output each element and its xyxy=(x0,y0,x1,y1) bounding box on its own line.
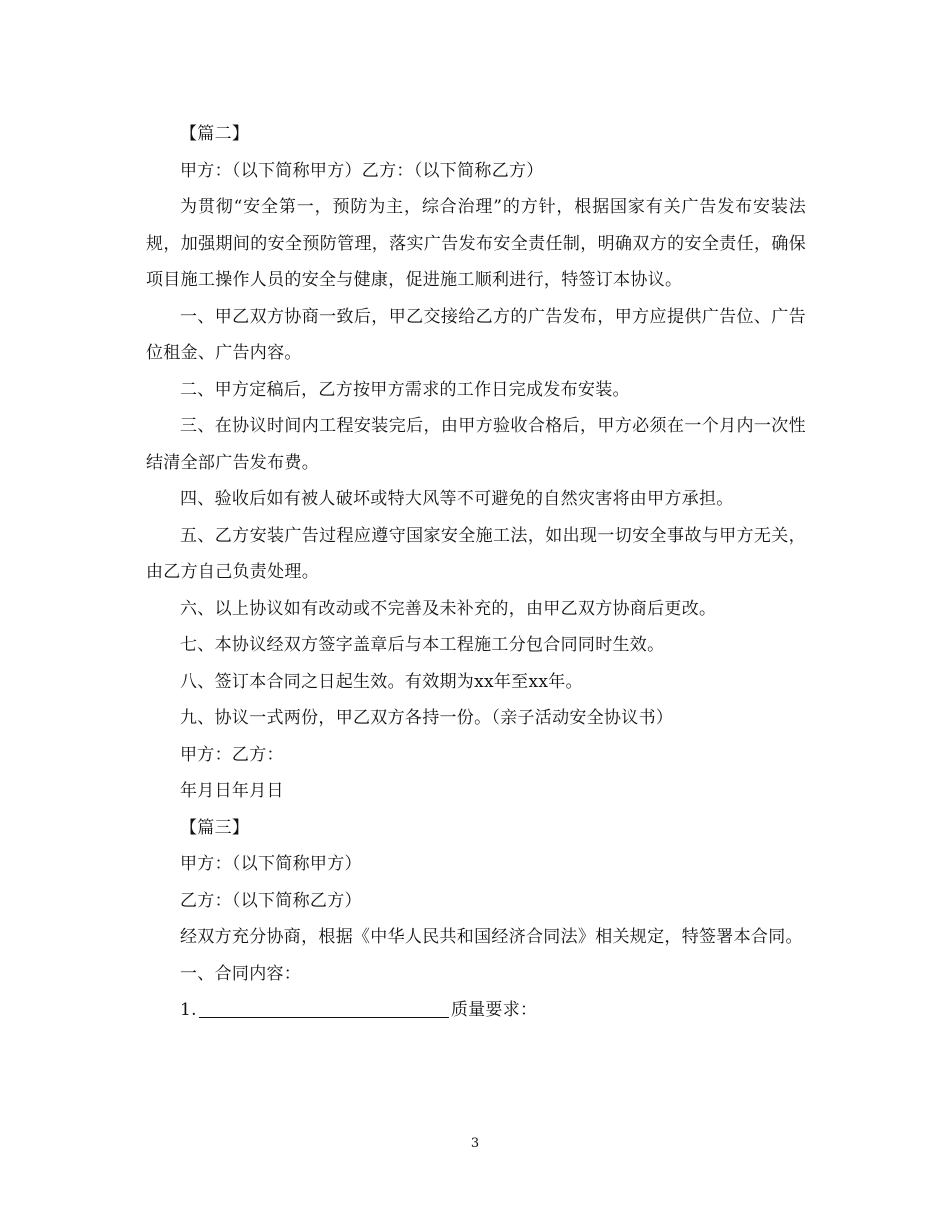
clause-6: 六、以上协议如有改动或不完善及未补充的，由甲乙双方协商后更改。 xyxy=(180,598,717,619)
clause-9: 九、协议一式两份，甲乙双方各持一份。（亲子活动安全协议书） xyxy=(180,708,674,728)
item-1-number: 1. xyxy=(180,1000,197,1020)
contract-intro-paragraph: 经双方充分协商，根据《中华人民共和国经济合同法》相关规定，特签署本合同。 xyxy=(180,927,803,947)
clause-1: 一、甲乙双方协商一致后，甲乙交接给乙方的广告发布，甲方应提供广告位、广告位租金、广告内容。 xyxy=(146,306,806,363)
party-a-line: 甲方：（以下简称甲方） xyxy=(180,854,362,874)
item-1-label: 质量要求： xyxy=(450,1000,538,1020)
document-body xyxy=(146,116,806,1029)
party-b-line: 乙方：（以下简称乙方） xyxy=(180,890,362,911)
clause-2: 二、甲方定稿后，乙方按甲方需求的工作日完成发布安装。 xyxy=(180,379,630,400)
clause-4: 四、验收后如有被人破坏或特大风等不可避免的自然灾害将由甲方承担。 xyxy=(180,489,734,509)
contract-content-heading: 一、合同内容： xyxy=(180,963,302,984)
clause-7: 七、本协议经双方签字盖章后与本工程施工分包合同同时生效。 xyxy=(180,635,665,655)
signature-date-line: 年月日年月日 xyxy=(180,781,284,801)
section-heading-part-two: 【篇二】 xyxy=(180,124,250,144)
page-number: 3 xyxy=(470,1136,480,1151)
signature-parties-line: 甲方：乙方： xyxy=(180,744,284,765)
clause-3: 三、在协议时间内工程安装完后，由甲方验收合格后，甲方必须在一个月内一次性结清全部广告发布费。 xyxy=(146,416,806,473)
clause-5: 五、乙方安装广告过程应遵守国家安全施工法，如出现一切安全事故与甲方无关，由乙方自己负责处理。 xyxy=(146,525,806,582)
section-heading-part-three: 【篇三】 xyxy=(180,817,250,838)
item-1-line xyxy=(146,992,806,1029)
parties-line: 甲方：（以下简称甲方）乙方：（以下简称乙方） xyxy=(180,160,544,181)
preamble-paragraph: 为贯彻“安全第一，预防为主，综合治理”的方针，根据国家有关广告发布安装法规，加强期间的安全预防管理，落实广告发布安全责任制，明确双方的安全责任，确保项目施工操作人员的安全与健康，促进施工顺利进行，特签订本协议。 xyxy=(146,197,806,290)
fill-in-blank[interactable] xyxy=(199,999,449,1018)
clause-8: 八、签订本合同之日起生效。有效期为xx年至xx年。 xyxy=(180,671,583,692)
